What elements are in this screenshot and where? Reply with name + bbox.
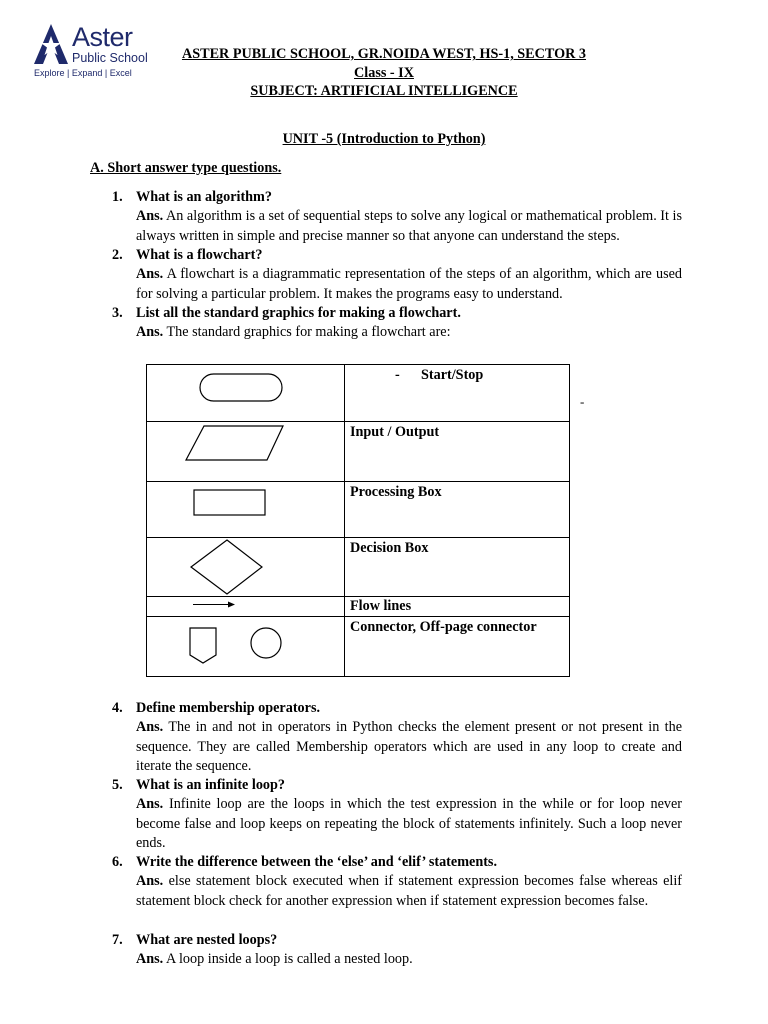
question-text: List all the standard graphics for making a flowchart.	[136, 305, 461, 321]
logo-name: Aster	[72, 22, 133, 52]
answer-text: Ans. A loop inside a loop is called a nested loop.	[136, 951, 413, 968]
symbol-label: Decision Box	[345, 538, 570, 597]
symbol-cell	[147, 617, 345, 677]
answer-text: Ans. else statement block executed when if statement expression becomes false whereas elif statement block check for another expression when if statement expression becomes false.	[136, 873, 682, 909]
question-number: 6.	[112, 854, 123, 870]
symbol-cell	[147, 482, 345, 538]
subject-line: SUBJECT: ARTIFICIAL INTELLIGENCE	[250, 83, 518, 99]
question-text: What is an infinite loop?	[136, 777, 285, 793]
symbol-cell	[147, 365, 345, 422]
answer-prefix: Ans.	[136, 951, 164, 968]
logo-subtitle: Public School	[72, 51, 148, 65]
answer-prefix: Ans.	[136, 873, 164, 890]
question-item	[112, 853, 682, 911]
connector-icon	[147, 617, 344, 676]
symbol-label: Input / Output	[345, 422, 570, 482]
answer-text: Ans. An algorithm is a set of sequential steps to solve any logical or mathematical problem. It is always written in simple and precise manner so that anyone can understand the steps.	[136, 208, 682, 244]
symbol-label: - Start/Stop	[345, 365, 570, 422]
symbol-label: Connector, Off-page connector	[345, 617, 570, 677]
question-number: 7.	[112, 932, 123, 948]
answer-prefix: Ans.	[136, 719, 164, 736]
table-row	[147, 482, 570, 538]
question-item	[112, 699, 682, 776]
section-title: A. Short answer type questions.	[90, 160, 282, 176]
question-number: 4.	[112, 700, 123, 716]
parallelogram-icon	[147, 422, 344, 481]
table-row	[147, 597, 570, 617]
table-row	[147, 422, 570, 482]
answer-prefix: Ans.	[136, 324, 164, 341]
answer-text: Ans. Infinite loop are the loops in which the test expression in the while or for loop never become false and loop keeps on repeating the block of statements infinitely. Such a loop never ends.	[136, 796, 682, 851]
question-text: What is a flowchart?	[136, 247, 263, 263]
question-number: 2.	[112, 247, 123, 263]
answer-prefix: Ans.	[136, 208, 164, 225]
answer-prefix: Ans.	[136, 266, 164, 283]
answer-text: Ans. The standard graphics for making a flowchart are:	[136, 324, 451, 341]
terminal-icon	[147, 365, 344, 421]
question-text: Write the difference between the ‘else’ and ‘elif’ statements.	[136, 854, 498, 870]
unit-title: UNIT -5 (Introduction to Python)	[282, 131, 486, 147]
table-row	[147, 538, 570, 597]
question-number: 3.	[112, 305, 123, 321]
stray-dash: -	[580, 394, 585, 409]
table-row	[147, 617, 570, 677]
question-text: Define membership operators.	[136, 700, 321, 716]
flowchart-symbols-table	[146, 364, 570, 677]
arrow-icon	[147, 597, 344, 614]
school-name: ASTER PUBLIC SCHOOL, GR.NOIDA WEST, HS-1, SECTOR 3	[181, 46, 587, 62]
question-item	[112, 776, 682, 853]
answer-text: Ans. A flowchart is a diagrammatic representation of the steps of an algorithm, which are used for solving a particular problem. It makes the programs easy to understand.	[136, 266, 683, 302]
question-item	[112, 246, 682, 304]
answer-prefix: Ans.	[136, 796, 164, 813]
question-text: What is an algorithm?	[136, 189, 272, 205]
symbol-cell	[147, 597, 345, 617]
symbol-cell	[147, 422, 345, 482]
answer-text: Ans. The in and not in operators in Python checks the element present or not present in the sequence. They are called Membership operators which are used in any loop to create and iterate the sequence.	[136, 719, 682, 774]
class-line: Class - IX	[354, 65, 414, 81]
question-text: What are nested loops?	[136, 932, 278, 948]
symbol-label: Processing Box	[345, 482, 570, 538]
question-number: 5.	[112, 777, 123, 793]
rectangle-icon	[147, 482, 344, 537]
question-item	[112, 304, 682, 343]
question-item	[112, 188, 682, 246]
question-number: 1.	[112, 189, 123, 205]
logo-tagline: Explore | Expand | Excel	[34, 68, 132, 78]
table-row	[147, 365, 570, 422]
question-item	[112, 931, 682, 970]
diamond-icon	[147, 538, 344, 596]
symbol-label: Flow lines	[345, 597, 570, 617]
symbol-cell	[147, 538, 345, 597]
